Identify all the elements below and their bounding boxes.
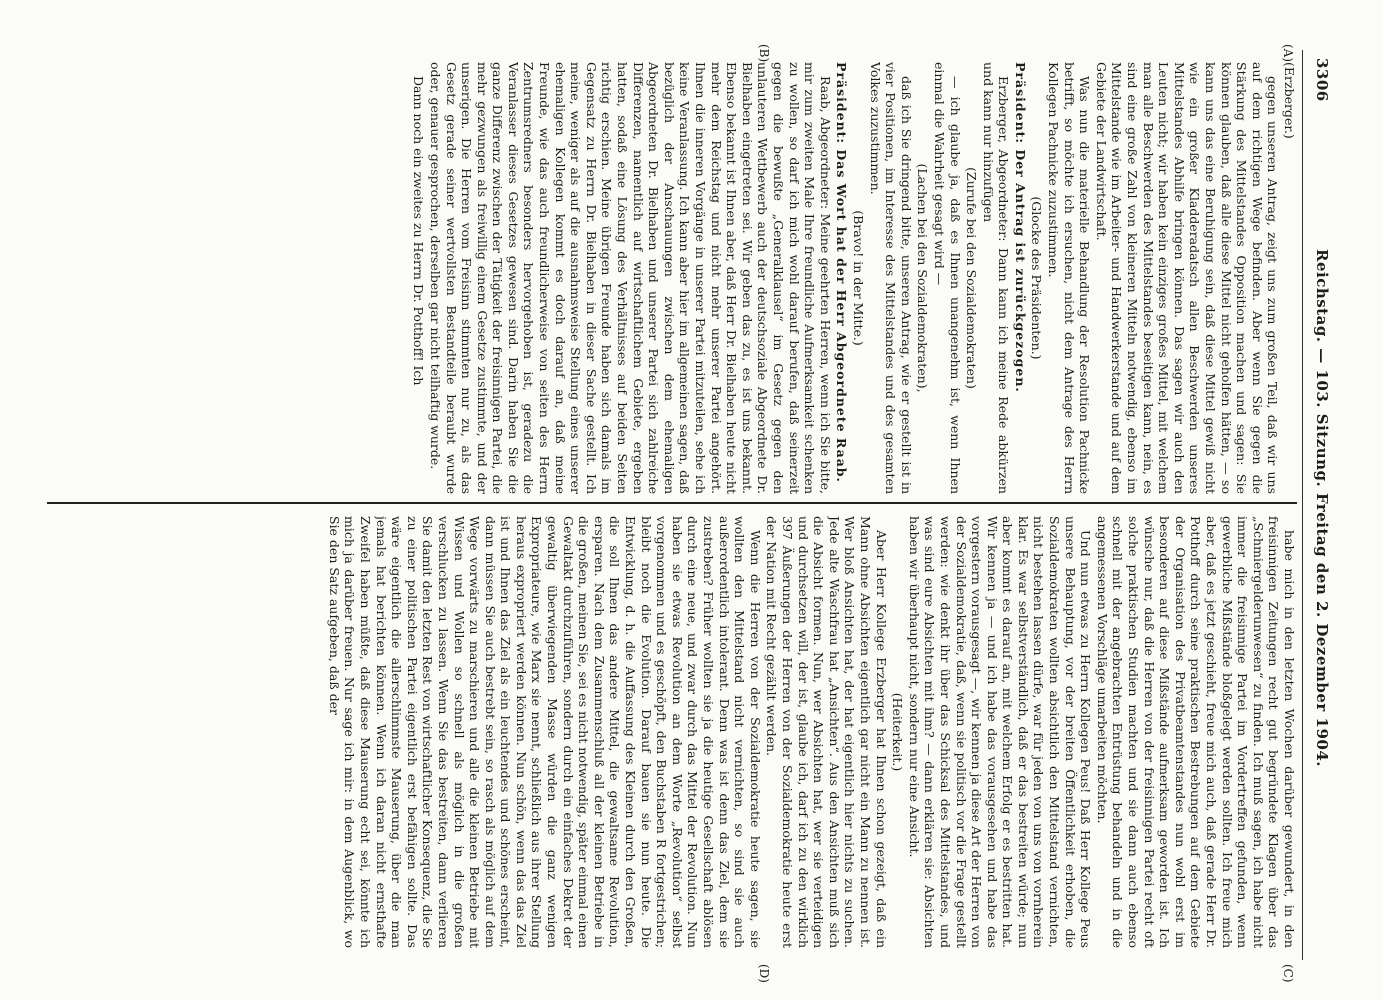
- left-column-paragraph: daß ich Sie dringend bitte, unseren Antrag, wie er gestellt ist in vier Positionen, im Interesse des Mittelstandes und des gesamten Volkes zuzustimmen.: [867, 62, 914, 494]
- left-column-paragraph: Raab, Abgeordneter: Meine geehrten Herren, wenn ich Sie bitte, mir zum zweiten Male Ihre freundliche Aufmerksamkeit schenken zu wollen, so darf ich mich wohl darauf berufen, daß seinerzeit gegen die bewußte „Generalklausel“ im Gesetz gegen den unlauteren Wettbewerb auch der deutschsoziale Abgeordnete Dr. Bielhaben eingetreten sei. Wir geben das zu, es ist uns bekannt. Ebenso bekannt ist Ihnen aber, daß Herr Dr. Bielhaben heute nicht mehr dem Reichstag und nicht mehr unserer Partei angehört. Ihnen die inneren Vorgänge in unserer Partei mitzuteilen, sehe ich keine Veranlassung. Ich kann aber hier im allgemeinen sagen, daß bezüglich der Anschauungen zwischen dem ehemaligen Abgeordneten Dr. Bielhaben und unserer Partei sich zahlreiche Differenzen, namentlich auf wirtschaftlichem Gebiete, ergeben hatten, sodaß eine Lösung des Verhältnisses auf beiden Seiten richtig erschien. Meine übrigen Freunde haben sich damals im Gegensatz zu Herrn Dr. Bielhaben in dieser Sache gestellt. Ich meine, weniger als auf die ausnahmsweise Stellung eines unserer ehemaligen Kollegen kommt es doch darauf an, daß meine Freunde, wie das auch freundlicherweise von seiten des Herrn Zentrumsredners besonders hervorgehoben ist, geradezu die Veranlasser dieses Gesetzes gewesen sind. Darin haben Sie die ganze Differenz zwischen der Tätigkeit der freisinnigen Partei, die mehr gezwungen als freiwillig einem Gesetze zustimmte, und der unserigen. Die Herren vom Freisinn stimmten nur zu, als das Gesetz gerade seiner wertvollsten Bestandteile beraubt wurde oder, genauer gesprochen, derselben gar nicht teilhaftig wurde.: [427, 62, 833, 494]
- left-column-paragraph: Dann noch ein zweites zu Herrn Dr. Potthoff! Ich: [411, 76, 427, 386]
- left-column-paragraph: gegen unseren Antrag, zeigt uns zum großen Teil, daß wir uns auf dem richtigen Wege befinden. Aber wenn Sie gegen die Stärkung des Mittelstandes Opposition machen und sagen: Sie können glauben, daß alle diese Mittel nicht geholfen hätten, — so kann uns das eine Beruhigung sein, daß diese Mittel gewiß nicht wie ein großer Kladderadatsch allen Beschwerden unseres Mittelstandes Abhilfe bringen können. Das sagen wir auch den Leuten nicht; wir haben kein einziges großes Mittel, mit welchem man alle Beschwerden des Mittelstandes beseitigen kann, nein, es sind eine große Zahl von kleineren Mitteln notwendig, ebenso im Mittelstande wie im Arbeiter- und Handwerkerstande und auf dem Gebiete der Landwirtschaft.: [1093, 62, 1281, 494]
- margin-marker-a: (A): [1281, 44, 1295, 63]
- right-column: [47, 516, 1297, 948]
- margin-marker-d: (D): [757, 964, 771, 983]
- left-column-paragraph: (Lachen bei den Sozialdemokraten),: [915, 163, 931, 393]
- running-head: Reichstag. — 103. Sitzung. Freitag den 2. Dezember 1904.: [1313, 248, 1331, 767]
- right-column-paragraph: (Heiterkeit.): [890, 692, 906, 772]
- left-column-paragraph: Erzberger, Abgeordneter: Dann kann ich meine Rede abkürzen und kann nur hinzufügen: [980, 62, 1012, 494]
- margin-marker-b: (B): [757, 44, 771, 63]
- left-column-paragraph: Präsident: Das Wort hat der Herr Abgeordnete Raab.: [834, 62, 850, 483]
- left-column-paragraph: — ich glaube ja, daß es Ihnen unangenehm ist, wenn Ihnen einmal die Wahrheit gesagt wird —: [931, 62, 963, 494]
- column-divider: [47, 502, 1297, 504]
- margin-marker-c: (C): [1281, 964, 1295, 983]
- left-column-paragraph: (Bravo! in der Mitte.): [850, 210, 866, 346]
- left-column: [47, 62, 1297, 494]
- left-column-paragraph: (Zurufe bei den Sozialdemokraten): [964, 167, 980, 389]
- left-column-paragraph: Präsident: Der Antrag ist zurückgezogen.: [1012, 62, 1028, 393]
- page-number: 3306: [1313, 58, 1331, 102]
- right-column-paragraph: Wenn die Herren von der Sozialdemokratie heute sagen, sie wollten den Mittelstand nicht vernichten, so sind sie auch außerordentlich intolerant. Denn was ist denn das Ziel, dem sie zustreben? Früher wollten sie ja die heutige Gesellschaft ablösen durch eine neue, und zwar durch das Mittel der Revolution. Nun haben sie etwas Revolution an dem Worte „Revolution“ selbst vorgenommen und es geschöpft, den Buchstaben R fortgestrichen; bleibt noch die Evolution. Darauf bauen sie nun heute. Die Entwicklung, d. h. die Auffassung des Kleinen durch den Großen, die soll Ihnen das andere Mittel, die gewaltsame Revolution, ersparen. Nach dem Zusammenschluß all der kleinen Betriebe in die großen, meinen Sie, sei es nicht notwendig, später einmal einen Gewaltakt durchzuführen, sondern durch ein einfaches Dekret der gewaltig überwiegenden Masse würden die ganz wenigen Expropriateure, wie Marx sie nennt, schließlich aus ihrer Stellung heraus expropriert werden können. Nun schön, wenn das das Ziel ist und Ihnen das Ziel als ein leuchtendes und schönes erscheint, dann müssen Sie auch bestrebt sein, so rasch als möglich auf dem Wege vorwärts zu marschieren und alle die kleinen Betriebe mit Wissen und Wollen so schnell als möglich in die großen verschlucken zu lassen. Wenn Sie das bestreiten, dann verlieren Sie damit den letzten Rest von wirtschaftlicher Konsequenz, die Sie zu einer politischen Partei eigentlich erst befähigen sollte. Das wäre eigentlich die allerschlimmste Mauserung, über die man jemals hat berichten können. Wenn ich daran nicht ernsthafte Zweifel haben müßte, daß diese Mauserung echt sei, könnte ich mich ja darüber freuen. Nur sage ich mir: in dem Augenblick, wo Sie den Satz aufgeben, daß der: [326, 516, 763, 948]
- left-column-paragraph: (Glocke des Präsidenten.): [1029, 196, 1045, 360]
- right-column-paragraph: habe mich in den letzten Wochen darüber gewundert, in den freisinnigen Zeitungen recht gut begründete Klagen über das „Schmiergelderunwesen“ zu finden. Ich muß sagen, ich habe nicht immer die freisinnige Partei im Vordertreffen gefunden, wenn gewerbliche Mißstände bloßgelegt werden sollten. Ich freue mich aber, daß es jetzt geschieht, freue mich auch, daß gerade Herr Dr. Potthoff durch seine praktischen Bestrebungen auf dem Gebiete der Organisation des Privatbeamtenstandes nun wohl erst im besonderen auf diese Mißstände aufmerksam geworden ist. Ich wünsche nur, daß die Herren von der freisinnigen Partei recht oft solche praktischen Studien machten und sie dann auch ebenso schnell mit der angebrachten Entrüstung behandeln und in die angemessenen Vorschläge umarbeiten möchten.: [1094, 516, 1297, 948]
- header-rule: [1302, 50, 1303, 960]
- right-column-paragraph: Und nun etwas zu Herrn Kollegen Peus! Daß Herr Kollege Peus unsere Behauptung, vor der breiten Öffentlichkeit erhoben, die Sozialdemokraten wollten absichtlich den Mittelstand vernichten, nicht bestehen lassen dürfe, war für jeden von uns von vornherein klar. Es war selbstverständlich, daß er das bestreiten würde; nun aber kommt es darauf an, mit welchem Erfolg er es bestritten hat. Wir kennen ja — und ich habe das vorausgesehen und habe das vorgestern vorausgesagt —, wir kennen ja diese Art der Herren von der Sozialdemokratie, daß, wenn sie politisch vor die Frage gestellt werden: wie denkt ihr über das Schicksal des Mittelstandes, und was sind eure Absichten mit ihm? — dann erklären sie: Absichten haben wir überhaupt nicht, sondern nur eine Ansicht.: [906, 516, 1094, 948]
- page-header: [1307, 58, 1331, 958]
- left-column-paragraph: Was nun die materielle Behandlung der Resolution Pachnicke betrifft, so möchte ich ersuchen, nicht dem Antrage des Herrn Kollegen Pachnicke zuzustimmen.: [1046, 62, 1093, 494]
- left-column-paragraph: (Erzberger.): [1282, 62, 1297, 139]
- right-column-paragraph: Aber Herr Kollege Erzberger hat Ihnen schon gezeigt, daß ein Mann ohne Absichten eigentlich gar nicht ein Mann zu nennen ist. Wer bloß Ansichten hat, der hat eigentlich hier nichts zu suchen. Jede alte Waschfrau hat „Ansichten“. Aus den Ansichten muß sich die Absicht formen. Nun, wer Absichten hat, wer sie verteidigen und durchsetzen will, der ist, glaube ich, darf ich zu den wirklich 397 Äußerungen der Herren von der Sozialdemokratie heute erst der Nation mit Recht gezählt werden.: [764, 516, 889, 948]
